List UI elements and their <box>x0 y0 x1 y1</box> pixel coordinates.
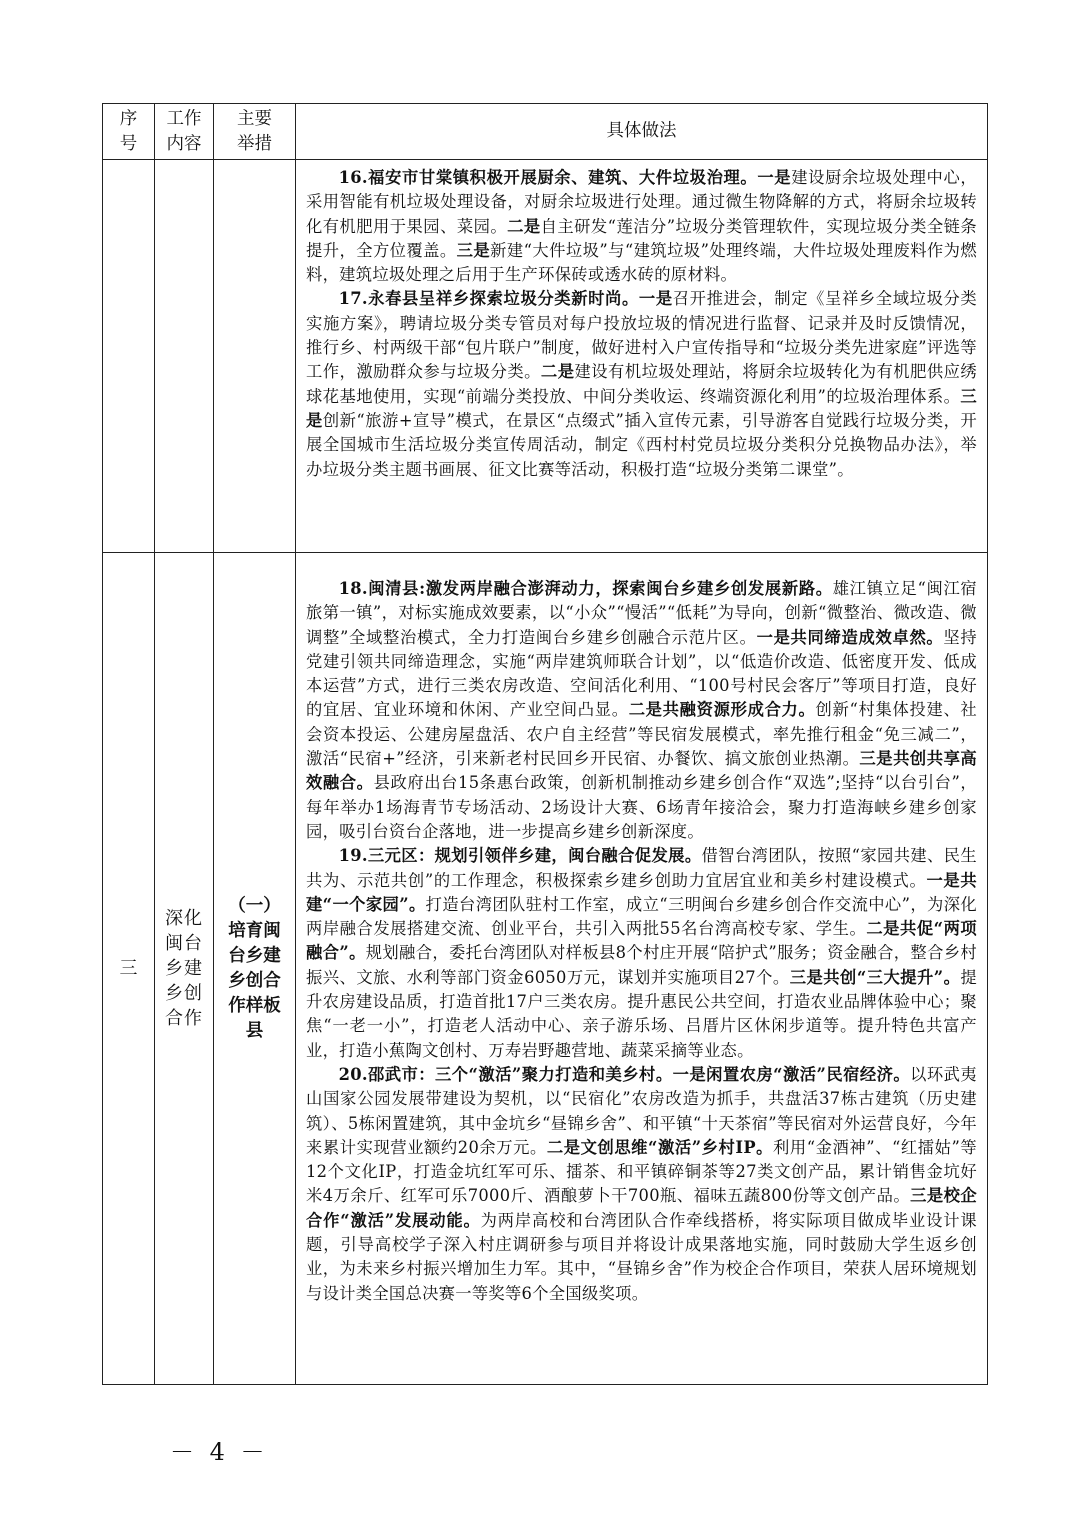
case-16-paragraph <box>306 166 977 287</box>
page-number: － 4 － <box>170 1438 269 1466</box>
table-row <box>103 553 988 1385</box>
text-run: 创新“村集体投建、社会资本投运、公建房屋盘活、农户自主经营”等民宿发展模式，率先推行租金“免三减二”，激活“民宿+”经济，引来新老村民回乡开民宿、办餐饮、搞文旅创业热潮。 <box>306 700 978 769</box>
bold-run: 三是 <box>306 386 977 430</box>
bold-run: 二是 <box>507 216 541 236</box>
case-20-paragraph <box>306 1063 977 1306</box>
section-number: 三 <box>119 958 138 979</box>
row1-method-cell <box>296 160 988 553</box>
table-row <box>103 160 988 553</box>
bold-run: 一是共建“一个家园”。 <box>306 870 977 914</box>
row1-seq-cell <box>103 160 155 553</box>
bold-run: 三是共创“三大提升”。 <box>789 967 961 987</box>
row2-work-cell <box>155 553 214 1385</box>
bold-run: 二是共促“两项融合”。 <box>306 919 978 963</box>
case-18-paragraph <box>306 577 977 844</box>
text-run: 召开推进会，制定《呈祥乡全域垃圾分类实施方案》，聘请垃圾分类专管员对每户投放垃圾的情况进行监督、记录并及时反馈情况，推行乡、村两级干部“包片联户”制度，做好进村入户宣传指导和“垃圾分类先进家庭”评选等工作，激励群众参与垃圾分类。 <box>306 289 977 382</box>
bold-run: 16.福安市甘棠镇积极开展厨余、建筑、大件垃圾治理。 <box>338 168 758 187</box>
text-run: 自主研发“莲洁分”垃圾分类管理软件，实现垃圾分类全链条提升，全方位覆盖。 <box>306 216 978 260</box>
bold-run: 二是共融资源形成合力。 <box>628 700 816 720</box>
bold-run: 17.永春县呈祥乡探索垃圾分类新时尚。 <box>338 289 639 309</box>
text-run: 创新“旅游+宣导”模式，在景区“点缀式”插入宣传元素，引导游客自觉践行垃圾分类，开展全国城市生活垃圾分类宣传周活动，制定《西村村党员垃圾分类积分兑换物品办法》，举办垃圾分类主题书画展、征文比赛等活动，积极打造“垃圾分类第二课堂”。 <box>306 410 977 479</box>
work-content-label: 深化闽台乡建乡创合作 <box>165 908 203 1029</box>
header-measure: 主要举措 <box>214 104 296 160</box>
row1-measure-cell <box>214 160 296 553</box>
bold-run: 20.邵武市：三个“激活”聚力打造和美乡村。 <box>338 1064 673 1084</box>
text-run: 雄江镇立足“闽江宿旅第一镇”，对标实施成效要素，以“小众”“慢活”“低耗”为导向，创新“微整治、微改造、微调整”全域整治模式，全力打造闽台乡建乡创融合示范片区。 <box>306 579 977 647</box>
table-header-row <box>103 104 988 160</box>
header-method: 具体做法 <box>296 104 988 160</box>
text-run: 为两岸高校和台湾团队合作牵线搭桥，将实际项目做成毕业设计课题，引导高校学子深入村庄调研参与项目并将设计成果落地实施，同时鼓励大学生返乡创业，为未来乡村振兴增加生力军。其中，“昼锦乡舍”作为校企合作项目，荣获人居环境规划与设计类全国总决赛一等奖等6个全国级奖项。 <box>306 1210 977 1303</box>
text-run: 打造台湾团队驻村工作室，成立“三明闽台乡建乡创合作交流中心”，为深化两岸融合发展搭建交流、创业平台，共引入两批55名台湾高校专家、学生。 <box>306 894 977 939</box>
bold-run: 一是共同缔造成效卓然。 <box>756 627 944 647</box>
row1-work-cell <box>155 160 214 553</box>
bold-run: 一是 <box>638 289 673 309</box>
text-run: 规划融合，委托台湾团队对样板县8个村庄开展“陪护式”服务；资金融合，整合乡村振兴、文旅、水利等部门资金6050万元，谋划并实施项目27个。 <box>306 943 977 987</box>
row2-seq-cell <box>103 553 155 1385</box>
header-work: 工作内容 <box>155 104 214 160</box>
bold-run: 三是共创共享高效融合。 <box>306 749 977 793</box>
row2-measure-cell <box>214 553 296 1385</box>
text-run: 建设厨余垃圾处理中心，采用智能有机垃圾处理设备，对厨余垃圾进行处理。通过微生物降解的方式，将厨余垃圾转化有机肥用于果园、菜园。 <box>306 168 977 236</box>
text-run: 提升农房建设品质，打造首批17户三类农房。提升惠民公共空间，打造农业品牌体验中心；聚焦“一老一小”，打造老人活动中心、亲子游乐场、吕厝片区休闲步道等。提升特色共富产业，打造小蕉陶文创村、万寿岩野趣营地、蔬菜采摘等业态。 <box>306 967 978 1060</box>
case-17-paragraph <box>306 287 977 481</box>
measures-table <box>102 103 988 1385</box>
text-run: 借智台湾团队，按照“家园共建、民生共为、示范共创”的工作理念，积极探索乡建乡创助力宜居宜业和美乡村建设模式。 <box>306 846 977 890</box>
text-run: 利用“金酒神”、“红擂姑”等12个文化IP，打造金坑红军可乐、擂茶、和平镇碎铜茶等27类文创产品，累计销售金坑好米4万余斤、红军可乐7000斤、酒酿萝卜干700瓶、福味五蔬800份等文创产品。 <box>306 1137 978 1206</box>
bold-run: 一是 <box>757 168 792 187</box>
bold-run: 二是 <box>540 362 575 382</box>
bold-run: 三是 <box>456 240 491 260</box>
bold-run: 19.三元区：规划引领伴乡建，闽台融合促发展。 <box>338 846 702 866</box>
text-run: 坚持党建引领共同缔造理念，实施“两岸建筑师联合计划”，以“低造价改造、低密度开发、低成本运营”方式，进行三类农房改造、空间活化利用、“100号村民会客厅”等项目打造，良好的宜居、宜业环境和休闲、产业空间凸显。 <box>306 627 977 720</box>
bold-run: 三是校企合作“激活”发展动能。 <box>306 1186 977 1230</box>
text-run: 新建“大件垃圾”与“建筑垃圾”处理终端，大件垃圾处理废料作为燃料，建筑垃圾处理之后用于生产环保砖或透水砖的原材料。 <box>306 240 977 285</box>
text-run: 以环武夷山国家公园发展带建设为契机，以“民宿化”农房改造为抓手，共盘活37栋古建筑（历史建筑）、5栋闲置建筑，其中金坑乡“昼锦乡舍”、和平镇“十天茶宿”等民宿对外运营良好，今年来累计实现营业额约20余万元。 <box>306 1064 977 1157</box>
text-run: 建设有机垃圾处理站，将厨余垃圾转化为有机肥供应绣球花基地使用，实现“前端分类投放、中间分类收运、终端资源化利用”的垃圾治理体系。 <box>306 362 977 406</box>
bold-run: 二是文创思维“激活”乡村IP。 <box>546 1137 774 1157</box>
header-seq: 序号 <box>103 104 155 160</box>
text-run: 县政府出台15条惠台政策，创新机制推动乡建乡创合作“双选”;坚持“以台引台”，每年举办1场海青节专场活动、2场设计大赛、6场青年接洽会，聚力打造海峡乡建乡创家园，吸引台资台企落地，进一步提高乡建乡创新深度。 <box>306 773 977 841</box>
row2-method-cell <box>296 553 988 1385</box>
bold-run: 18.闽清县:激发两岸融合澎湃动力，探索闽台乡建乡创发展新路。 <box>338 579 833 598</box>
measure-label: （一）培育闽台乡建乡创合作样板县 <box>228 895 281 1041</box>
case-19-paragraph <box>306 844 977 1063</box>
bold-run: 一是闲置农房“激活”民宿经济。 <box>672 1064 911 1084</box>
